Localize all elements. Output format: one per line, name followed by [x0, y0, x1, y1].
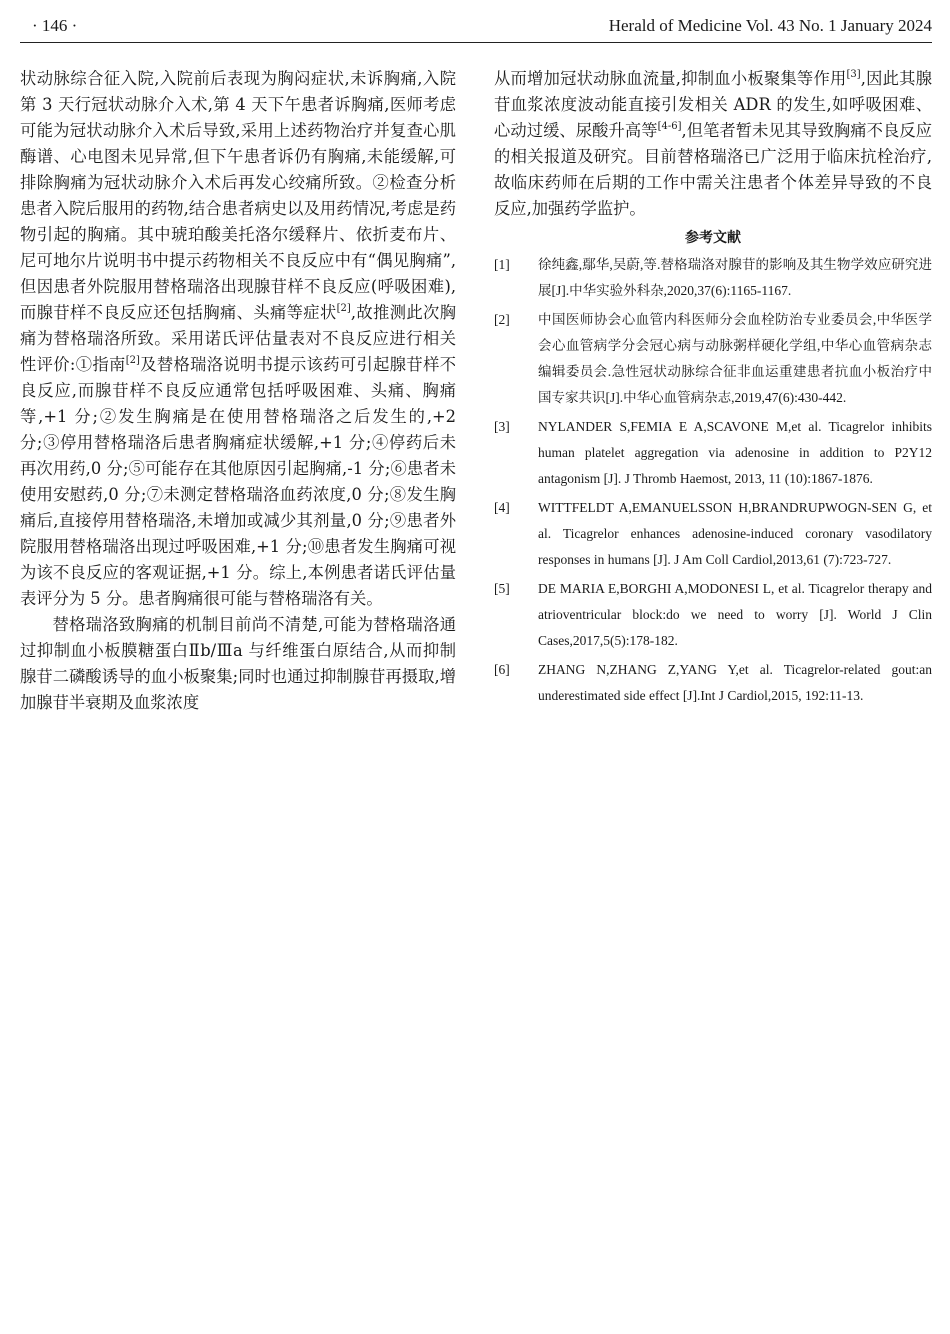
reference-text: 中国医师协会心血管内科医师分会血栓防治专业委员会,中华医学会心血管病学分会冠心病与动脉粥样硬化学组,中华心血管病杂志编辑委员会.急性冠状动脉综合征非血运重建患者抗血小板治疗中国专家共识[J].中华心血管病杂志,2019,47(6):430-442. [538, 312, 932, 405]
right-column [494, 66, 932, 712]
reference-number: [1] [494, 257, 510, 272]
reference-text: 徐纯鑫,鄢华,吴蔚,等.替格瑞洛对腺苷的影响及其生物学效应研究进展[J].中华实验外科杂,2020,37(6):1165-1167. [538, 257, 932, 298]
reference-item [494, 576, 932, 654]
citation-marker: [4-6] [657, 121, 682, 132]
page-number: · 146 · [32, 16, 78, 35]
reference-text: ZHANG N,ZHANG Z,YANG Y,et al. Ticagrelor-related gout:an underestimated side effect [J].Int J Cardiol,2015, 192:11-13. [538, 662, 932, 703]
reference-text: WITTFELDT A,EMANUELSSON H,BRANDRUPWOGN-SEN G, et al. Ticagrelor enhances adenosine-induced coronary vasodilatory responses in humans [J]. J Am Coll Cardiol,2013,61 (7):723-727. [538, 500, 932, 567]
reference-number: [2] [494, 312, 510, 327]
reference-number: [4] [494, 500, 510, 515]
reference-text: NYLANDER S,FEMIA E A,SCAVONE M,et al. Ticagrelor inhibits human platelet aggregation via adenosine in addition to P2Y12 antagonism [J]. J Thromb Haemost, 2013, 11 (10):1867-1876. [538, 419, 932, 486]
reference-text: DE MARIA E,BORGHI A,MODONESI L, et al. Ticagrelor therapy and atrioventricular block:do we need to worry [J]. World J Clin Cases,2017,5(5):178-182. [538, 581, 932, 648]
citation-marker: [2] [125, 355, 140, 366]
reference-item [494, 495, 932, 573]
body-paragraph: 从而增加冠状动脉血流量,抑制血小板聚集等作用[3],因此其腺苷血浆浓度波动能直接引发相关 ADR 的发生,如呼吸困难、心动过缓、尿酸升高等[4-6],但笔者暂未见其导致胸痛不良反应的相关报道及研究。目前替格瑞洛已广泛用于临床抗栓治疗,故临床药师在后期的工作中需关注患者个体差异导致的不良反应,加强药学监护。 [494, 69, 932, 218]
citation-marker: [2] [336, 303, 351, 314]
body-paragraph: 状动脉综合征入院,入院前后表现为胸闷症状,未诉胸痛,入院第 3 天行冠状动脉介入术,第 4 天下午患者诉胸痛,医师考虑可能为冠状动脉介入术后导致,采用上述药物治疗并复查心肌酶谱、心电图未见异常,但下午患者诉仍有胸痛,未能缓解,可排除胸痛为冠状动脉介入术后再发心绞痛所致。②检查分析患者入院后服用的药物,结合患者病史以及用药情况,考虑是药物引起的胸痛。其中琥珀酸美托洛尔缓释片、依折麦布片、尼可地尔片说明书中提示药物相关不良反应中有“偶见胸痛”,但因患者外院服用替格瑞洛出现腺苷样不良反应(呼吸困难),而腺苷样不良反应还包括胸痛、头痛等症状[2],故推测此次胸痛为替格瑞洛所致。采用诺氏评估量表对不良反应进行相关性评价:①指南[2]及替格瑞洛说明书提示该药可引起腺苷样不良反应,而腺苷样不良反应通常包括呼吸困难、头痛、胸痛等,+1 分;②发生胸痛是在使用替格瑞洛之后发生的,+2 分;③停用替格瑞洛后患者胸痛症状缓解,+1 分;④停药后未再次用药,0 分;⑤可能存在其他原因引起胸痛,-1 分;⑥患者未使用安慰药,0 分;⑦未测定替格瑞洛血药浓度,0 分;⑧发生胸痛后,直接停用替格瑞洛,未增加或减少其剂量,0 分;⑨患者外院服用替格瑞洛出现过呼吸困难,+1 分;⑩患者发生胸痛可视为该不良反应的客观证据,+1 分。综上,本例患者诺氏评估量表评分为 5 分。患者胸痛很可能与替格瑞洛有关。 [20, 69, 456, 608]
left-column [20, 66, 456, 716]
running-header [20, 16, 932, 43]
reference-item [494, 657, 932, 709]
journal-citation: Herald of Medicine Vol. 43 No. 1 January 2024 [608, 16, 932, 35]
reference-number: [5] [494, 581, 510, 596]
reference-number: [6] [494, 662, 510, 677]
reference-item [494, 414, 932, 492]
citation-marker: [3] [846, 69, 861, 80]
reference-item [494, 252, 932, 304]
reference-item [494, 307, 932, 411]
references-title: 参考文献 [685, 230, 741, 246]
body-paragraph: 替格瑞洛致胸痛的机制目前尚不清楚,可能为替格瑞洛通过抑制血小板膜糖蛋白Ⅱb/Ⅲa 与纤维蛋白原结合,从而抑制腺苷二磷酸诱导的血小板聚集;同时也通过抑制腺苷再摄取,增加腺苷半衰期及血浆浓度 [20, 615, 456, 712]
reference-number: [3] [494, 419, 510, 434]
